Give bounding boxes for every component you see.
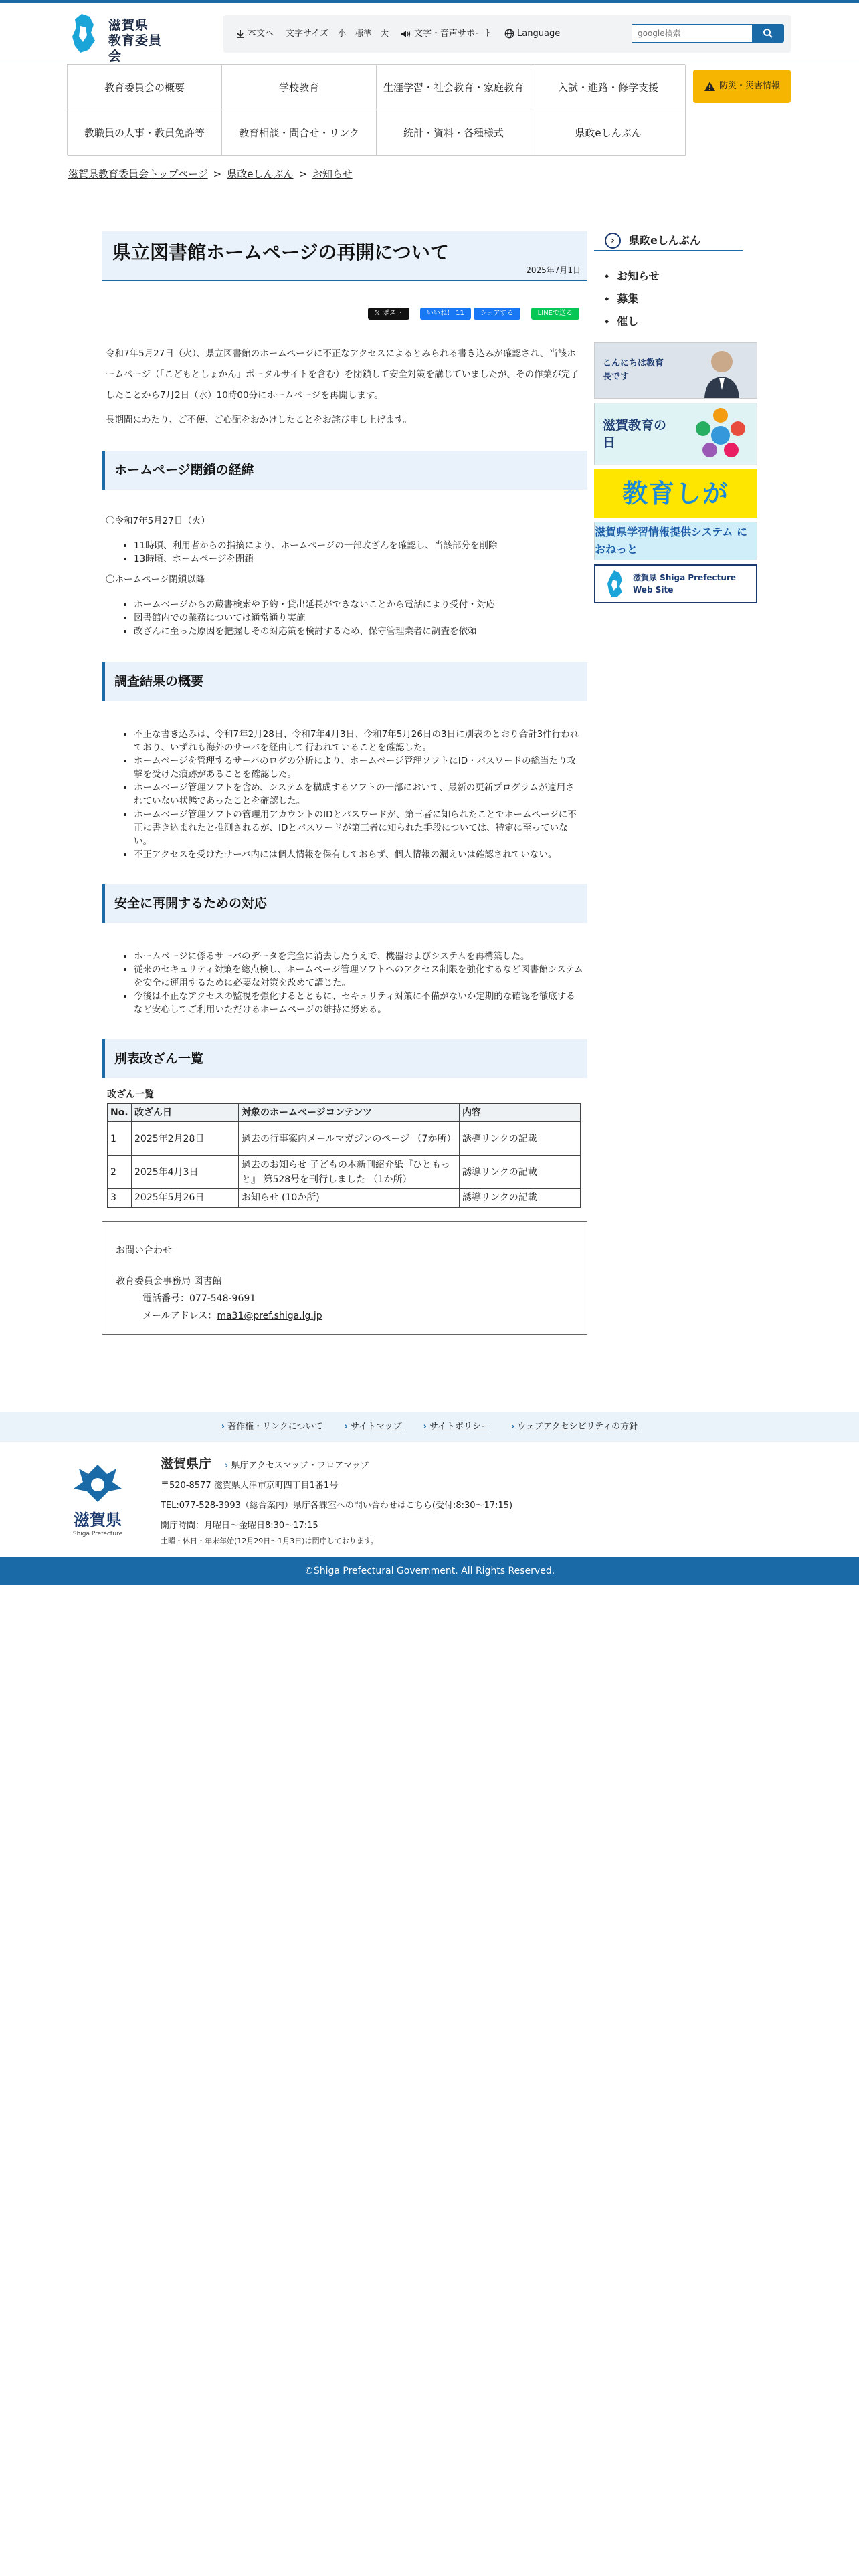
publish-date: 2025年7月1日 (526, 265, 581, 275)
table-header-row (108, 1104, 581, 1122)
contact-title: お問い合わせ (116, 1245, 172, 1256)
table-cell: 3 (108, 1189, 132, 1207)
nav-item-admissions[interactable]: 入試・進路・修学支援 (531, 65, 686, 110)
facebook-like-label: いいね！ 11 (426, 310, 464, 317)
nav-item-consultation[interactable]: 教育相談・問合せ・リンク (222, 110, 377, 156)
nav-item-statistics[interactable]: 統計・資料・各種様式 (377, 110, 531, 156)
table-row (108, 1156, 581, 1189)
list-item: • ホームページを管理するサーバのログの分析により、ホームページ管理ソフトにID・パスワードの総当たり攻撃を受けた痕跡があることを確認した。 (134, 754, 583, 781)
banner-education-day[interactable] (594, 403, 757, 465)
list-item: • 11時頃、利用者からの指摘により、ホームページの一部改ざんを確認し、当該部分を削除 (134, 539, 583, 552)
footer-link-label: サイトポリシー (429, 1421, 490, 1432)
footer-links (0, 1412, 859, 1442)
table-cell: 2025年5月26日 (132, 1189, 239, 1207)
section-heading-investigation: 調査結果の概要 (102, 662, 587, 701)
language-label: Language (517, 28, 561, 39)
x-icon: 𝕏 (374, 310, 380, 317)
tampering-table (107, 1103, 581, 1208)
list-item: • 今後は不正なアクセスの監視を強化するとともに、セキュリティ対策に不備がないか定期的な確認を徹底するなど安心してご利用いただけるホームページの維持に努める。 (134, 990, 583, 1016)
table-cell: 2025年2月28日 (132, 1122, 239, 1156)
table-header: 改ざん日 (132, 1104, 239, 1122)
sidebar-menu (594, 265, 757, 333)
sidebar-title: 県政eしんぶん (629, 234, 700, 247)
sidebar (594, 231, 757, 603)
site-header (0, 3, 859, 62)
closure-after-label: 〇ホームページ閉鎖以降 (106, 574, 205, 585)
footer-tel-row (161, 1496, 512, 1516)
font-size-control (286, 27, 389, 41)
language-link[interactable] (504, 27, 560, 41)
copyright-bar (0, 1557, 859, 1585)
chevron-right-icon: › (344, 1421, 348, 1432)
facebook-share-label: シェアする (480, 310, 514, 317)
footer-closed-days: 土曜・休日・年末年始(12月29日～1月3日)は閉庁しております。 (161, 1537, 378, 1545)
voice-support-label: 文字・音声サポート (414, 28, 493, 39)
chevron-right-circle-icon: › (605, 233, 621, 249)
copyright-text: ©Shiga Prefectural Government. All Rights Reserved. (304, 1565, 555, 1576)
contact-email-label: メールアドレス： (142, 1310, 217, 1321)
line-send-label: LINEで送る (537, 310, 573, 317)
list-item: • 図書館内での業務については通常通り実施 (134, 611, 583, 625)
table-cell: 誘導リンクの記載 (460, 1122, 581, 1156)
footer-link-accessibility[interactable] (511, 1420, 638, 1434)
chevron-right-icon: › (221, 1421, 225, 1432)
footer-address: 〒520-8577 滋賀県大津市京町四丁目1番1号 (161, 1481, 339, 1491)
contact-phone: 電話番号：077-548-9691 (142, 1293, 256, 1304)
site-footer (67, 1454, 736, 1554)
logo-line2: 教育委員会 (108, 33, 163, 64)
emblem-text: 滋賀県 (74, 1510, 122, 1529)
list-item: • 従来のセキュリティ対策を総点検し、ホームページ管理ソフトへのアクセス制限を強化するなど図書館システムを安全に運用するために必要な対策を改めて講じた。 (134, 963, 583, 990)
utility-bar (223, 15, 791, 53)
warning-icon (704, 81, 716, 92)
table-cell: 誘導リンクの記載 (460, 1189, 581, 1207)
shiga-map-icon (605, 569, 625, 599)
footer-link-label: 著作権・リンクについて (227, 1421, 323, 1432)
footer-tel-prefix: TEL:077-528-3993（総合案内）県庁各課室への問い合わせは (161, 1501, 406, 1511)
list-item: • ホームページからの蔵書検索や予約・貸出延長ができないことから電話により受付・対応 (134, 598, 583, 611)
intro-paragraph: 令和7年5月27日（火）、県立図書館のホームページに不正なアクセスによるとみられる書き込みが確認され、当該ホームページ（「こどもとしょかん」ポータルサイトを含む）を閉鎖して安全対策を講じていましたが、その作業が完了したことから7月2日（水）10時00分にホームページを再開します。 (106, 348, 579, 401)
measures-list (134, 950, 583, 1016)
nav-item-lifelong-learning[interactable]: 生涯学習・社会教育・家庭教育 (377, 65, 531, 110)
contact-email-link[interactable]: ma31@pref.shiga.lg.jp (217, 1310, 322, 1321)
speaker-icon (401, 29, 411, 39)
font-standard-button[interactable]: 標準 (355, 29, 372, 39)
banner-shiga-pref[interactable] (594, 564, 757, 603)
line-send-button[interactable] (531, 308, 579, 320)
disaster-info-label: 防災・災害情報 (719, 80, 780, 91)
sidebar-item-events[interactable]: ◆ 催し (605, 310, 757, 333)
breadcrumb: 滋賀県教育委員会トップページ > 県政eしんぶん > お知らせ (68, 168, 353, 180)
closure-date-label: 〇令和7年5月27日（火） (106, 516, 210, 526)
list-item: • 不正アクセスを受けたサーバ内には個人情報を保有しておらず、個人情報の漏えいは確認されていない。 (134, 848, 583, 861)
table-cell: 過去の行事案内メールマガジンのページ （7か所） (239, 1122, 460, 1156)
footer-access-map-link[interactable] (225, 1461, 369, 1471)
nav-item-overview[interactable]: 教育委員会の概要 (68, 65, 222, 110)
footer-link-sitemap[interactable] (345, 1420, 402, 1434)
nav-item-school-education[interactable]: 学校教育 (222, 65, 377, 110)
banner-kyoiku-shiga-label: 教育しが (622, 478, 729, 508)
table-header: No. (108, 1104, 132, 1122)
footer-access-map-label: 県庁アクセスマップ・フロアマップ (231, 1461, 369, 1471)
contact-email-row (116, 1307, 573, 1325)
shiga-map-logo-icon (68, 13, 98, 54)
table-cell: お知らせ (10か所) (239, 1189, 460, 1207)
banner-nionet[interactable] (594, 522, 757, 560)
footer-contact-link[interactable]: こちら (405, 1501, 432, 1511)
footer-link-policy[interactable] (423, 1420, 490, 1434)
table-cell: 2025年4月3日 (132, 1156, 239, 1189)
list-item: • 不正な書き込みは、令和7年2月28日、令和7年4月3日、令和7年5月26日の3日に別表のとおり合計3件行われており、いずれも海外のサーバを経由して行われていることを確認した。 (134, 728, 583, 754)
skip-to-main-label: 本文へ (248, 28, 274, 39)
contact-department: 教育委員会事務局 図書館 (116, 1275, 222, 1287)
banner-superintendent[interactable] (594, 342, 757, 399)
superintendent-portrait-icon (695, 343, 749, 398)
skip-to-main-link[interactable] (235, 27, 274, 41)
sidebar-heading[interactable] (594, 231, 743, 251)
globe-icon (504, 29, 514, 39)
breadcrumb-news[interactable]: お知らせ (312, 168, 353, 180)
shiga-emblem (67, 1462, 128, 1542)
banner-nionet-label: 滋賀県学習情報提供システム におねっと (595, 526, 747, 556)
emblem-subtext: Shiga Prefecture (72, 1530, 123, 1537)
font-size-label: 文字サイズ (286, 28, 328, 39)
breadcrumb-e-shinbun[interactable]: 県政eしんぶん (227, 168, 294, 180)
font-large-button[interactable]: 大 (381, 29, 389, 39)
closure-list-2 (134, 598, 583, 638)
list-item: • 13時頃、ホームページを閉鎖 (134, 552, 583, 566)
footer-link-label: ウェブアクセシビリティの方針 (517, 1421, 638, 1432)
list-item: • ホームページ管理ソフトの管理用アカウントのIDとパスワードが、第三者に知られたことでホームページに不正に書き込まれたと推測されるが、IDとパスワードが第三者に知られた手段については、特定に至っていない。 (134, 808, 583, 848)
sidebar-item-news[interactable]: ◆ お知らせ (605, 265, 757, 288)
footer-hours: 開庁時間：月曜日～金曜日8:30～17:15 (161, 1521, 318, 1531)
x-post-button[interactable] (368, 308, 409, 320)
closure-list-1 (134, 539, 583, 566)
global-nav (67, 64, 685, 155)
banner-shiga-pref-label: 滋賀県 Shiga Prefecture Web Site (633, 573, 737, 595)
logo-line1: 滋賀県 (108, 18, 149, 33)
apology-paragraph: 長期間にわたり、ご不便、ご心配をおかけしたことをお詫び申し上げます。 (106, 415, 412, 425)
sidebar-item-recruitment[interactable]: ◆ 募集 (605, 288, 757, 310)
shiga-prefecture-emblem-icon (71, 1462, 124, 1505)
download-arrow-icon (235, 29, 245, 39)
main-content (102, 231, 587, 1335)
table-header: 対象のホームページコンテンツ (239, 1104, 460, 1122)
share-buttons (102, 308, 587, 320)
table-cell: 誘導リンクの記載 (460, 1156, 581, 1189)
voice-support-link[interactable] (401, 27, 492, 41)
footer-link-copyright[interactable] (221, 1420, 323, 1434)
table-row (108, 1189, 581, 1207)
search-input[interactable] (632, 24, 757, 43)
footer-link-label: サイトマップ (351, 1421, 402, 1432)
table-caption: 改ざん一覧 (107, 1089, 154, 1100)
banner-education-day-label: 滋賀教育の日 (603, 418, 667, 450)
list-item: • ホームページ管理ソフトを含め、システムを構成するソフトの一部において、最新の更新プログラムが適用されていない状態であったことを確認した。 (134, 781, 583, 808)
table-cell: 2 (108, 1156, 132, 1189)
facebook-share-button[interactable] (474, 308, 520, 320)
page-title: 県立図書館ホームページの再開について (112, 241, 449, 263)
contact-box (102, 1221, 587, 1335)
search-button[interactable] (752, 24, 784, 43)
page-title-box (102, 231, 587, 281)
chevron-right-icon: › (423, 1421, 427, 1432)
nav-item-personnel[interactable]: 教職員の人事・教員免許等 (68, 110, 222, 156)
footer-tel-suffix: (受付:8:30～17:15) (432, 1501, 513, 1511)
table-cell: 1 (108, 1122, 132, 1156)
facebook-like-button[interactable] (420, 308, 471, 320)
font-small-button[interactable]: 小 (337, 29, 346, 39)
table-cell: 過去のお知らせ 子どもの本新刊紹介紙『ひともっと』 第528号を刊行しました （1か所） (239, 1156, 460, 1189)
nav-item-e-shinbun[interactable]: 県政eしんぶん (531, 110, 686, 156)
banner-superintendent-label: こんにちは教育長です (603, 358, 664, 382)
section-heading-appendix: 別表改ざん一覧 (102, 1039, 587, 1078)
investigation-list (134, 728, 583, 861)
section-heading-measures: 安全に再開するための対応 (102, 884, 587, 923)
site-logo[interactable] (68, 13, 169, 64)
chevron-right-icon: › (511, 1421, 515, 1432)
footer-info (161, 1454, 512, 1547)
chevron-right-icon: › (225, 1461, 231, 1471)
education-day-flower-icon (692, 406, 749, 462)
footer-org-name: 滋賀県庁 (161, 1457, 212, 1471)
table-row (108, 1122, 581, 1156)
section-heading-closure: ホームページ閉鎖の経緯 (102, 451, 587, 490)
search-icon (763, 28, 773, 39)
banner-kyoiku-shiga[interactable] (594, 469, 757, 518)
list-item: • ホームページに係るサーバのデータを完全に消去したうえで、機器およびシステムを再構築した。 (134, 950, 583, 963)
disaster-info-button[interactable] (693, 70, 791, 103)
list-item: • 改ざんに至った原因を把握しその対応策を検討するため、保守管理業者に調査を依頼 (134, 625, 583, 638)
breadcrumb-top[interactable]: 滋賀県教育委員会トップページ (68, 168, 208, 180)
table-header: 内容 (460, 1104, 581, 1122)
x-post-label: ポスト (382, 310, 403, 317)
